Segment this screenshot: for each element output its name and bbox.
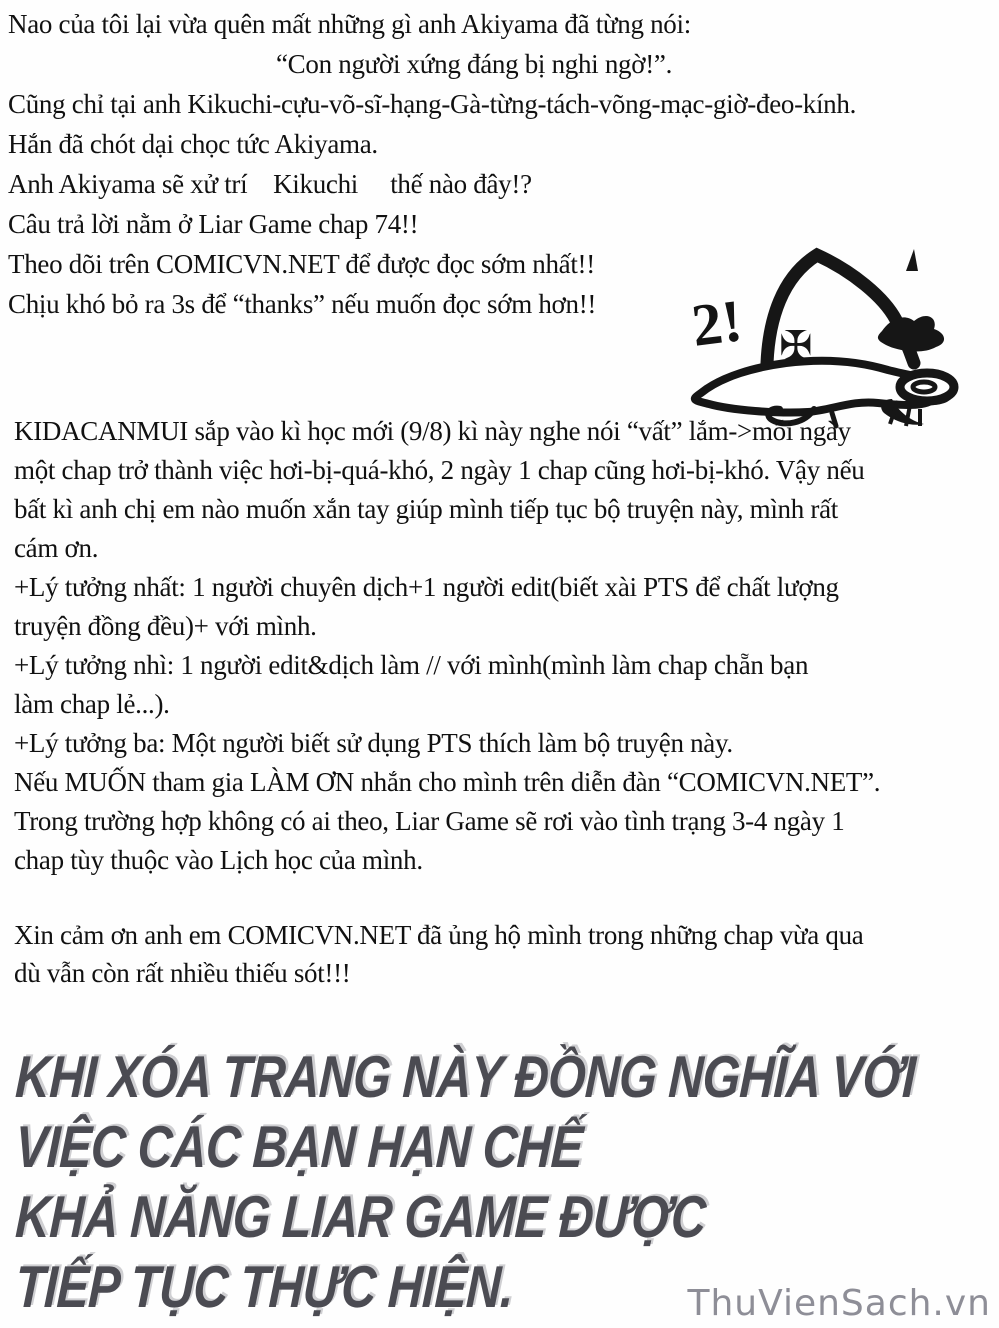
- text-line: Cũng chỉ tại anh Kikuchi-cựu-võ-sĩ-hạng-Gà-từng-tách-võng-mạc-giờ-đeo-kính.: [8, 89, 857, 119]
- maltese-cross-icon: ✠: [779, 323, 813, 369]
- text-line: chap tùy thuộc vào Lịch học của mình.: [14, 845, 423, 875]
- text-line: Nếu MUỐN tham gia LÀM ƠN nhắn cho mình trên diễn đàn “COMICVN.NET”.: [14, 767, 881, 797]
- text-line: truyện đồng đều)+ với mình.: [14, 611, 317, 641]
- text-line: Theo dõi trên COMICVN.NET để được đọc sớm nhất!!: [8, 249, 595, 279]
- recruitment-paragraph: [14, 412, 880, 880]
- text-line: bất kì anh chị em nào muốn xắn tay giúp mình tiếp tục bộ truyện này, mình rất: [14, 494, 838, 524]
- warning-line-text: KHẢ NĂNG LIAR GAME ĐƯỢC: [14, 1184, 707, 1250]
- text-line-option-1: +Lý tưởng nhất: 1 người chuyên dịch+1 người edit(biết xài PTS để chất lượng: [14, 572, 839, 602]
- warning-line: [14, 1182, 999, 1252]
- text-line: Anh Akiyama sẽ xử trí Kikuchi thế nào đây!?: [8, 169, 532, 199]
- text-line: dù vẫn còn rất nhiều thiếu sót!!!: [14, 958, 351, 988]
- text-line: Xin cảm ơn anh em COMICVN.NET đã ủng hộ mình trong những chap vừa qua: [14, 920, 864, 950]
- warning-line-text: KHI XÓA TRANG NÀY ĐỒNG NGHĨA VỚI: [14, 1044, 917, 1110]
- text-line: Câu trả lời nằm ở Liar Game chap 74!!: [8, 209, 419, 239]
- hat-drawing: [684, 241, 996, 429]
- text-line-option-2: +Lý tưởng nhì: 1 người edit&dịch làm // với mình(mình làm chap chẵn bạn: [14, 650, 809, 680]
- text-line-quote: “Con người xứng đáng bị nghi ngờ!”.: [276, 49, 673, 79]
- warning-line-text: TIẾP TỤC THỰC HIỆN.: [14, 1254, 515, 1320]
- hat-label: 2!: [688, 287, 746, 359]
- warning-line-text: VIỆC CÁC BẠN HẠN CHẾ: [14, 1114, 584, 1180]
- site-watermark: ThuVienSach.vn: [687, 1283, 991, 1324]
- text-line: một chap trở thành việc hơi-bị-quá-khó, 2 ngày 1 chap cũng hơi-bị-khó. Vậy nếu: [14, 455, 865, 485]
- text-line-option-3: +Lý tưởng ba: Một người biết sử dụng PTS thích làm bộ truyện này.: [14, 728, 733, 758]
- text-line: Chịu khó bỏ ra 3s để “thanks” nếu muốn đọc sớm hơn!!: [8, 289, 597, 319]
- warning-banner: [14, 1042, 999, 1322]
- warning-line: [14, 1042, 999, 1112]
- warning-line: [14, 1112, 999, 1182]
- text-line: làm chap lẻ...).: [14, 689, 170, 719]
- text-line: Trong trường hợp không có ai theo, Liar Game sẽ rơi vào tình trạng 3-4 ngày 1: [14, 806, 845, 836]
- text-line: Hắn đã chót dại chọc tức Akiyama.: [8, 129, 378, 159]
- text-line: cám ơn.: [14, 533, 99, 563]
- text-line: KIDACANMUI sắp vào kì học mới (9/8) kì này nghe nói “vất” lắm->mỗi ngày: [14, 416, 851, 446]
- thanks-paragraph: [14, 916, 863, 992]
- text-line: Nao của tôi lại vừa quên mất những gì anh Akiyama đã từng nói:: [8, 9, 691, 39]
